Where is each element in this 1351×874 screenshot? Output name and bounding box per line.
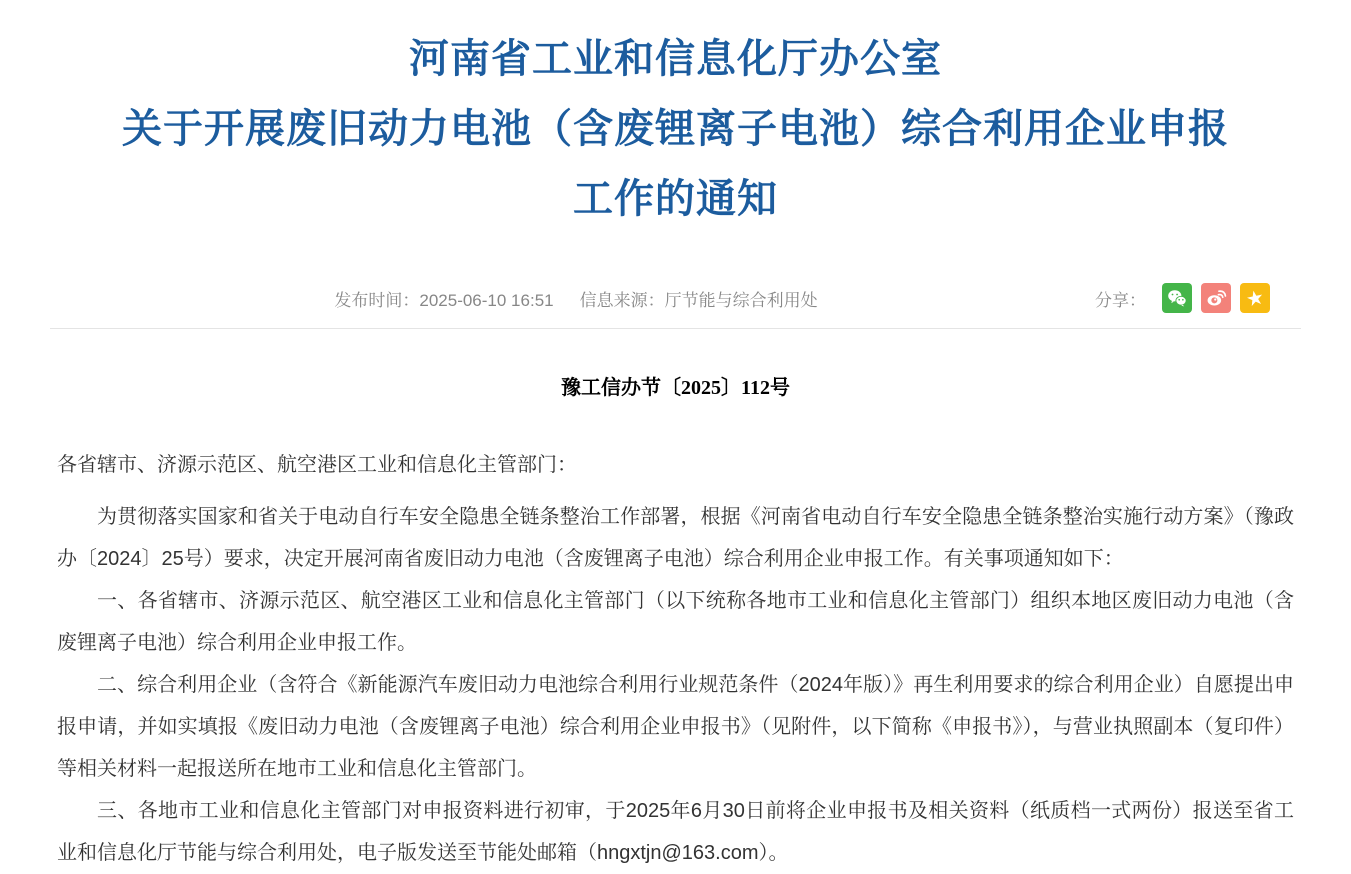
wechat-icon	[1166, 287, 1188, 309]
favorite-share-button[interactable]	[1240, 283, 1270, 313]
publish-time-value: 2025-06-10 16:51	[419, 290, 554, 310]
article-title-line-3: 工作的通知	[573, 177, 778, 221]
wechat-share-button[interactable]	[1162, 283, 1192, 313]
weibo-icon	[1205, 287, 1227, 309]
paragraph-item-2: 二、综合利用企业（含符合《新能源汽车废旧动力电池综合利用行业规范条件（2024年版）》再生利用要求的综合利用企业）自愿提出申报申请，并如实填报《废旧动力电池（含废锂离子电池）综合利用企业申报书》（见附件，以下简称《申报书》），与营业执照副本（复印件）等相关材料一起报送所在地市工业和信息化主管部门。	[57, 674, 1294, 780]
share-box	[1095, 283, 1294, 313]
doc-number: 豫工信办节〔2025〕112号	[561, 377, 790, 399]
article-title-line-1: 河南省工业和信息化厅办公室	[409, 37, 942, 81]
share-label: 分享：	[1095, 290, 1146, 310]
article-body	[57, 444, 1294, 874]
paragraph-item-3: 三、各地市工业和信息化主管部门对申报资料进行初审，于2025年6月30日前将企业申报书及相关资料（纸质档一式两份）报送至省工业和信息化厅节能与综合利用处，电子版发送至节能处邮箱（hngxtjn@163.com）。	[57, 800, 1294, 864]
page-title	[57, 0, 1294, 234]
weibo-share-button[interactable]	[1201, 283, 1231, 313]
paragraph-intro: 为贯彻落实国家和省关于电动自行车安全隐患全链条整治工作部署，根据《河南省电动自行车安全隐患全链条整治实施行动方案》（豫政办〔2024〕25号）要求，决定开展河南省废旧动力电池（含废锂离子电池）综合利用企业申报工作。有关事项通知如下：	[57, 506, 1294, 570]
paragraph-item-1: 一、各省辖市、济源示范区、航空港区工业和信息化主管部门（以下统称各地市工业和信息化主管部门）组织本地区废旧动力电池（含废锂离子电池）综合利用企业申报工作。	[57, 590, 1294, 654]
source-label: 信息来源：	[579, 290, 665, 310]
salutation: 各省辖市、济源示范区、航空港区工业和信息化主管部门：	[57, 454, 577, 476]
publish-info	[57, 286, 1095, 311]
divider	[50, 328, 1301, 329]
article-title-line-2: 关于开展废旧动力电池（含废锂离子电池）综合利用企业申报	[122, 107, 1229, 151]
publish-time-label: 发布时间：	[334, 290, 420, 310]
meta-row	[57, 282, 1294, 314]
source-value: 厅节能与综合利用处	[664, 290, 818, 310]
favorite-star-icon: ★	[1243, 284, 1267, 312]
